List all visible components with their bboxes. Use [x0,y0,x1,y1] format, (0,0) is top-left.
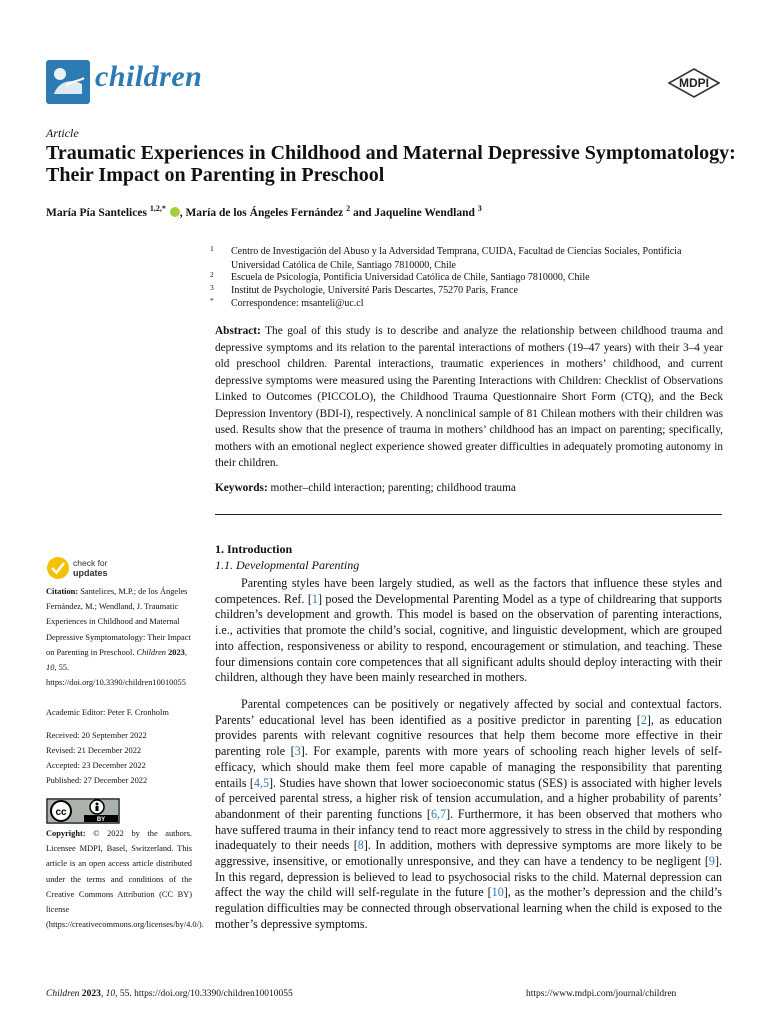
paragraph-text: Parenting styles have been largely studied, as well as the factors that influence these styles and competences. Ref. [ [215,576,722,606]
paragraph-text: ]. In addition, mothers with depressive symptoms are more likely to be aggressive, insensitive, or emotionally unresponsive, and they can have a tendency to be negligent [ [215,838,722,869]
citation-journal: Children [136,647,166,657]
body-paragraph [215,576,722,686]
footer-doi[interactable]: , 55. https://doi.org/10.3390/children10010055 [115,989,293,999]
footer-volume: 10 [105,989,116,999]
citation-volume: 10 [46,663,55,673]
paragraph-text: ], as the mother’s depression and the child’s regulation difficulties may be connected through observational learning when the child is exposed to the mother’s depressive symptoms. [215,885,722,931]
citation-link[interactable]: 8 [357,838,364,853]
revised-date: Revised: 21 December 2022 [46,746,142,755]
check-updates-line1: check for [73,558,108,568]
author-affiliation-sup: 2 [346,204,351,213]
article-title: Traumatic Experiences in Childhood and Maternal Depressive Symptomatology: Their Impact on Parenting in Preschool [46,142,736,186]
affiliation-text: Institut de Psychologie, Université Paris Descartes, 75270 Paris, France [231,285,518,296]
copyright-block [46,826,204,932]
author-affiliation-sup: 1,2,* [149,204,166,213]
mdpi-logo-icon [668,68,720,98]
orcid-icon[interactable] [170,207,180,217]
affiliation-number: * [210,296,214,305]
received-date: Received: 20 September 2022 [46,731,147,740]
keywords [215,482,723,494]
svg-text:cc: cc [55,807,67,818]
journal-logo-icon [46,60,90,104]
paragraph-text: Parental competences can be positively or negatively affected by social and contextual factors. Parents’ educational level has been identified as a positive predictor in parenting [ [215,697,722,727]
paragraph-text: ]. Studies have shown that lower socioeconomic status (SES) is associated with higher levels of perceived parental stress, a higher risk of tension accumulation, and a higher probability of parents’ abandonment of their parenting functions [ [215,775,723,821]
mdpi-label: MDPI [679,76,709,90]
keywords-label: Keywords: [215,482,268,494]
author-list [46,204,736,219]
author-separator: and [352,206,375,219]
citation-link[interactable]: 6,7 [430,806,447,821]
check-for-updates-icon[interactable] [46,556,136,580]
citation-year: 2023 [168,647,185,657]
footer-citation: Children 2023, 10, 55. https://doi.org/10.3390/children10010055 [46,989,293,999]
published-date: Published: 27 December 2022 [46,776,148,785]
accepted-date: Accepted: 23 December 2022 [46,761,146,770]
affiliation-number: 2 [210,270,214,279]
affiliation-number: 3 [210,283,214,292]
citation-label: Citation: [46,587,79,596]
citation-link[interactable]: 2 [640,712,647,727]
correspondence-text[interactable]: Correspondence: msanteli@uc.cl [231,298,364,309]
author-name[interactable]: Jaqueline Wendland [374,206,475,219]
footer-journal: Children [46,989,80,999]
citation-link[interactable]: 9 [708,854,715,869]
academic-editor: Academic Editor: Peter F. Cronholm [46,708,169,717]
abstract [215,323,723,472]
footer-journal-url[interactable]: https://www.mdpi.com/journal/children [526,989,677,999]
cc-by-label: BY [96,817,106,823]
check-updates-line2: updates [73,568,108,578]
paragraph-text: ]. Furthermore, it has been observed that mothers who have suffered trauma in their infancy tend to react more aggressively to stress in the child by responding inadequately to their needs [ [215,806,723,853]
citation-doi[interactable]: , 55. https://doi.org/10.3390/children10010055 [46,663,186,688]
paragraph-text: ] posed the Developmental Parenting Model as a type of childrearing that supports children’s development and growth. This model is based on the observation of parenting interactions, i.e., activities that promote the child’s social, cognitive, and linguistic development, which are grouped into affection, responsiveness or ability to respond, encouragement or stimulation, and teaching. These four dimensions contain core competences that all significant adults should deploy interacting with their children, although they have been mainly researched in mothers. [215,591,722,685]
copyright-label: Copyright: [46,829,86,838]
cc-by-license-icon[interactable] [46,798,120,824]
citation-block: Citation: Santelices, M.P.; de los Ángeles Fernández, M.; Wendland, J. Traumatic Experiences in Childhood and Maternal Depressive Symptomatology: Their Impact on Parenting in Preschool. Children 2023, 10, 55. https://doi.org/10.3390/children10010055 [46,587,191,688]
journal-name: children [95,60,203,93]
citation-text: Santelices, M.P.; de los Ángeles Fernández, M.; Wendland, J. Traumatic Experiences in Childhood and Maternal Depressive Symptomatology: Their Impact on Parenting in Preschool. [46,587,191,657]
citation-link[interactable]: 4,5 [253,775,270,790]
section-divider [215,514,722,515]
section-heading: 1. Introduction [215,542,293,556]
body-paragraph [215,697,722,933]
abstract-label: Abstract: [215,325,261,337]
paragraph-text: ]. In this regard, depression is believed to lead to psychosocial risks to the child. Maternal depression can affect the way the child will self-regulate in the future [ [215,854,722,900]
paragraph-text: ]. For example, parents with more years of schooling reach higher levels of self-efficacy, which should make them feel more capable of managing the responsibility that parenting entails [ [215,744,722,790]
citation-link[interactable]: 3 [294,744,301,759]
author-separator: , [179,206,186,219]
keywords-text: mother–child interaction; parenting; childhood trauma [270,482,516,494]
subsection-heading: 1.1. Developmental Parenting [215,558,360,572]
affiliation-text: Centro de Investigación del Abuso y la Adversidad Temprana, CUIDA, Facultad de Ciencias Sociales, Pontificia Universidad Católica de Chile, Santiago 7810000, Chile [231,246,682,271]
author-name[interactable]: María de los Ángeles Fernández [185,206,344,219]
author-name[interactable]: María Pía Santelices [46,206,147,219]
footer-year: 2023 [81,989,101,999]
affiliation-number: 1 [210,244,214,253]
author-affiliation-sup: 3 [477,204,482,213]
affiliation-text: Escuela de Psicología, Pontificia Universidad Católica de Chile, Santiago 7810000, Chile [231,272,590,283]
paragraph-text: ], as education provides parents with relevant cognitive resources that help them become more effective in their parenting role [ [215,712,723,759]
copyright-text: © 2022 by the authors. Licensee MDPI, Basel, Switzerland. This article is an open access article distributed under the terms and conditions of the Creative Commons Attribution (CC BY) license (https://creativecommons.org/licenses/by/4.0/). [46,829,204,930]
citation-link[interactable]: 10 [491,885,504,900]
article-type: Article [46,126,79,140]
citation-link[interactable]: 1 [311,591,318,606]
abstract-text: The goal of this study is to describe and analyze the relationship between childhood trauma and depressive symptoms and its relation to the parental interactions of mothers (19–47 years) with their 3–4 year old preschool children. Parental interactions, traumatic experiences in mothers’ childhood, and current depressive symptoms were measured using the Parenting Interactions with Children: Checklist of Observations Linked to Outcomes (PICCOLO), the Childhood Trauma Questionnaire Short Form (CTQ), and the Beck Depression Inventory (BDI-I), respectively. A nonclinical sample of 81 Chilean mothers with their children was used. Results show that the presence of trauma in mothers’ childhood has an impact on parenting; specifically, mothers with an emotional neglect experience showed greater difficulties in adequately promoting autonomy in their children. [215,325,723,469]
